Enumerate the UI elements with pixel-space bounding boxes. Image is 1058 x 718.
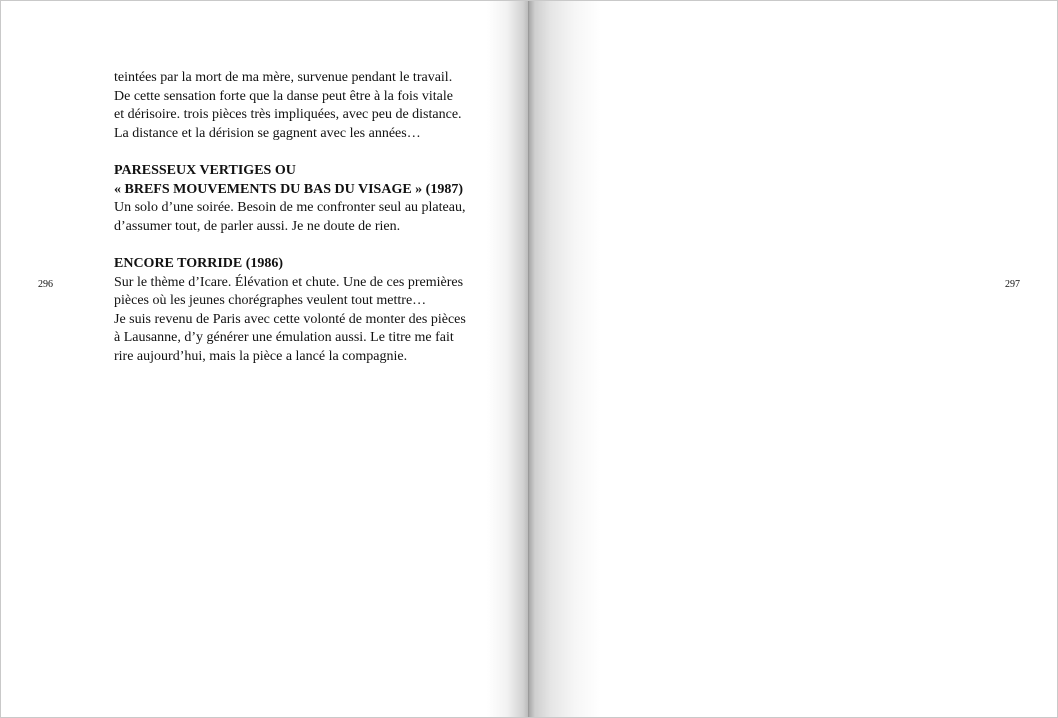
intro-line: et dérisoire. trois pièces très impliquées, avec peu de distance. (114, 107, 462, 123)
body-line: Je suis revenu de Paris avec cette volonté de monter des pièces (114, 311, 466, 327)
section-heading: ENCORE TORRIDE (1986) (114, 255, 284, 271)
body-line: Sur le thème d’Icare. Élévation et chute. Une de ces premières (114, 274, 464, 290)
body-line: pièces où les jeunes chorégraphes veulent tout mettre… (114, 293, 427, 309)
intro-line: De cette sensation forte que la danse peut être à la fois vitale (114, 88, 453, 104)
page-text (114, 69, 486, 367)
body-line: rire aujourd’hui, mais la pièce a lancé la compagnie. (114, 348, 408, 364)
body-line: à Lausanne, d’y générer une émulation aussi. Le titre me fait (114, 330, 454, 346)
page-number-left: 296 (38, 279, 53, 290)
section-heading: « BREFS MOUVEMENTS DU BAS DU VISAGE » (1987) (114, 181, 464, 197)
left-page (1, 1, 529, 717)
body-line: d’assumer tout, de parler aussi. Je ne doute de rien. (114, 218, 401, 234)
intro-line: La distance et la dérision se gagnent avec les années… (114, 125, 421, 141)
page-number-right: 297 (1005, 279, 1020, 290)
intro-line: teintées par la mort de ma mère, survenue pendant le travail. (114, 70, 453, 85)
right-page (529, 1, 1057, 717)
section-heading: PARESSEUX VERTIGES OU (114, 162, 296, 178)
paragraph-gap (114, 143, 486, 162)
body-line: Un solo d’une soirée. Besoin de me confronter seul au plateau, (114, 200, 466, 216)
paragraph-gap (114, 236, 486, 255)
